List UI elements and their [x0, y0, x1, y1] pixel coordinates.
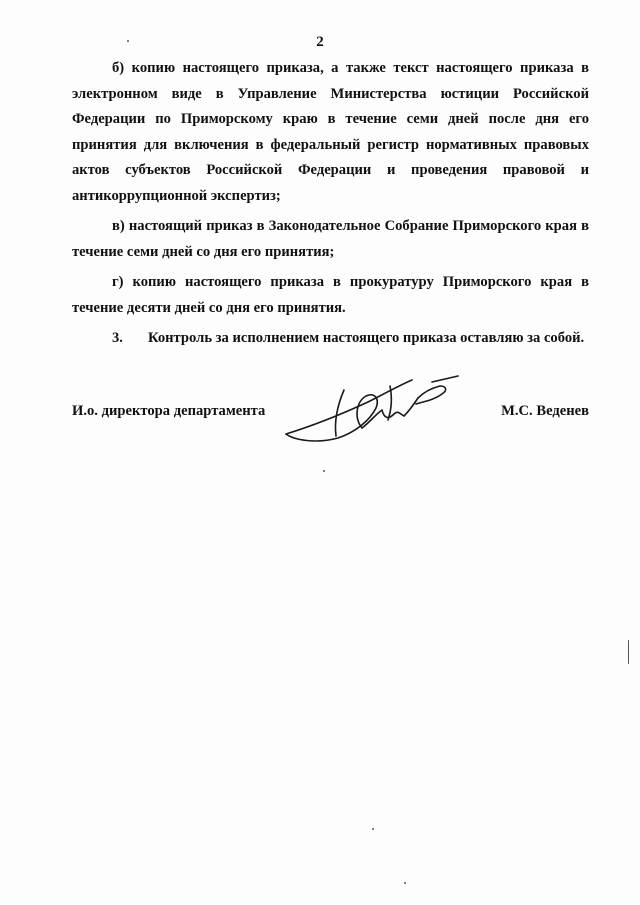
paragraph-item-3	[72, 326, 589, 352]
paragraph-g: г) копию настоящего приказа в прокуратуру Приморского края в течение десяти дней со дня его принятия.	[72, 274, 589, 316]
scan-speck	[323, 470, 325, 472]
item-3-number: 3.	[112, 330, 123, 346]
scan-speck	[404, 882, 406, 884]
scan-speck	[628, 640, 629, 664]
paragraph-v: в) настоящий приказ в Законодательное Собрание Приморского края в течение семи дней со дня его принятия;	[72, 218, 589, 260]
signatory-name: М.С. Веденев	[501, 403, 589, 419]
signatory-position: И.о. директора департамента	[72, 403, 266, 419]
page-number: 2	[316, 34, 324, 50]
scan-speck	[372, 828, 374, 830]
paragraph-b: б) копию настоящего приказа, а также текст настоящего приказа в электронном виде в Управление Министерства юстиции Российской Федерации по Приморскому краю в течение семи дней после дня его принятия для включения в федеральный регистр нормативных правовых актов субъектов Российской Федерации и проведения правовой и антикоррупционной экспертиз;	[72, 60, 589, 204]
handwritten-signature	[272, 374, 472, 454]
document-body	[72, 56, 589, 352]
scan-speck	[127, 40, 129, 42]
signature-block	[72, 400, 589, 460]
item-3-text: Контроль за исполнением настоящего приказа оставляю за собой.	[148, 330, 585, 346]
